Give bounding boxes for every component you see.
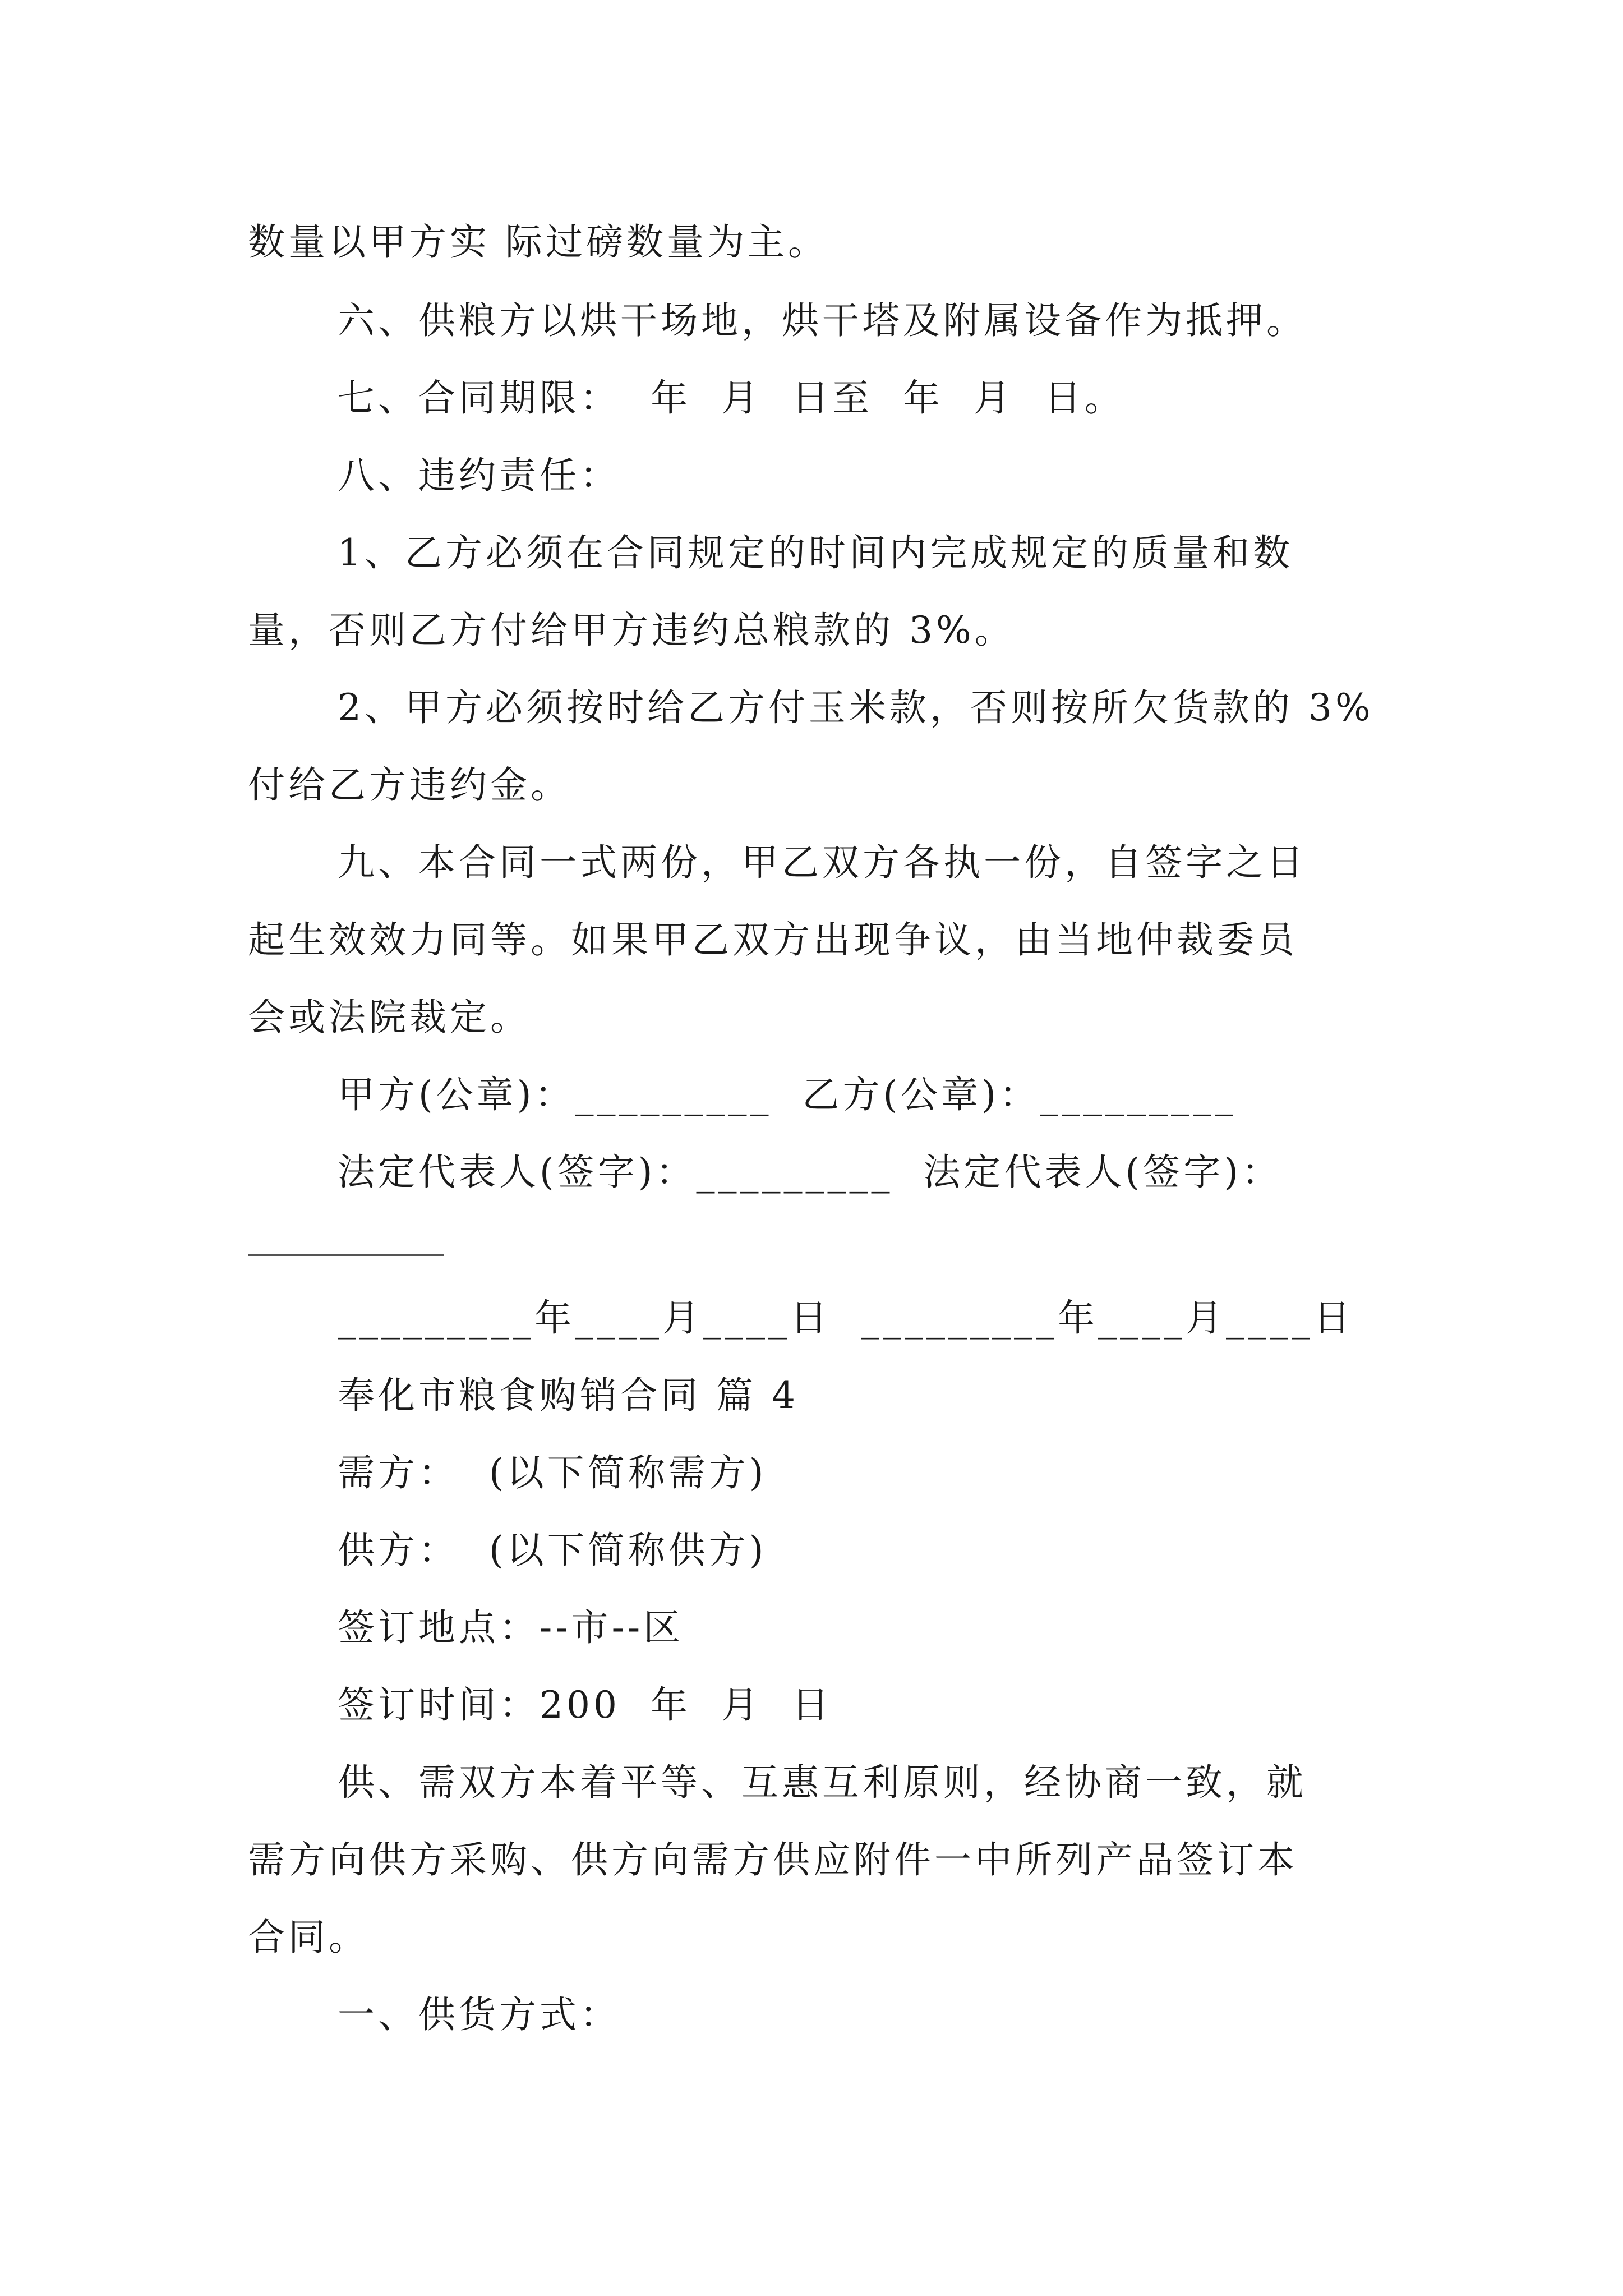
supplier-line: 供方： (以下简称供方) <box>338 1529 767 1572</box>
clause-five-continuation: 数量以甲方实 际过磅数量为主。 <box>248 220 828 264</box>
clause-eight-item-2-line-2: 付给乙方违约金。 <box>248 763 571 807</box>
clause-nine-line-3: 会或法院裁定。 <box>248 996 531 1039</box>
supply-method-heading: 一、供货方式： <box>338 1993 620 2036</box>
clause-nine-line-1: 九、本合同一式两份，甲乙双方各执一份，自签字之日 <box>338 841 1307 884</box>
party-seal-line: 甲方(公章)：_________ 乙方(公章)：_________ <box>338 1073 1237 1116</box>
preamble-line-2: 需方向供方采购、供方向需方供应附件一中所列产品签订本 <box>248 1838 1298 1881</box>
clause-eight-heading: 八、违约责任： <box>338 454 620 497</box>
signing-time-line: 签订时间：200 年 月 日 <box>338 1683 832 1727</box>
date-line: _________年____月____日 _________年____月____日 <box>338 1296 1354 1340</box>
preamble-line-3: 合同。 <box>248 1916 369 1959</box>
clause-eight-item-1-line-2: 量，否则乙方付给甲方违约总粮款的 3%。 <box>248 609 1015 652</box>
contract-section-title: 奉化市粮食购销合同 篇 4 <box>338 1374 799 1417</box>
clause-nine-line-2: 起生效效力同等。如果甲乙双方出现争议，由当地仲裁委员 <box>248 918 1298 961</box>
clause-eight-item-1-line-1: 1、乙方必须在合同规定的时间内完成规定的质量和数 <box>338 531 1293 574</box>
clause-seven: 七、合同期限： 年 月 日至 年 月 日。 <box>338 376 1125 420</box>
signature-blank-rule <box>248 1254 444 1256</box>
legal-representative-line: 法定代表人(签字)：_________ 法定代表人(签字)： <box>338 1151 1282 1194</box>
buyer-line: 需方： (以下简称需方) <box>338 1451 767 1494</box>
clause-six: 六、供粮方以烘干场地，烘干塔及附属设备作为抵押。 <box>338 299 1307 342</box>
preamble-line-1: 供、需双方本着平等、互惠互利原则，经协商一致，就 <box>338 1761 1307 1804</box>
signing-location-line: 签订地点：--市--区 <box>338 1606 684 1649</box>
clause-eight-item-2-line-1: 2、甲方必须按时给乙方付玉米款，否则按所欠货款的 3% <box>338 686 1374 729</box>
